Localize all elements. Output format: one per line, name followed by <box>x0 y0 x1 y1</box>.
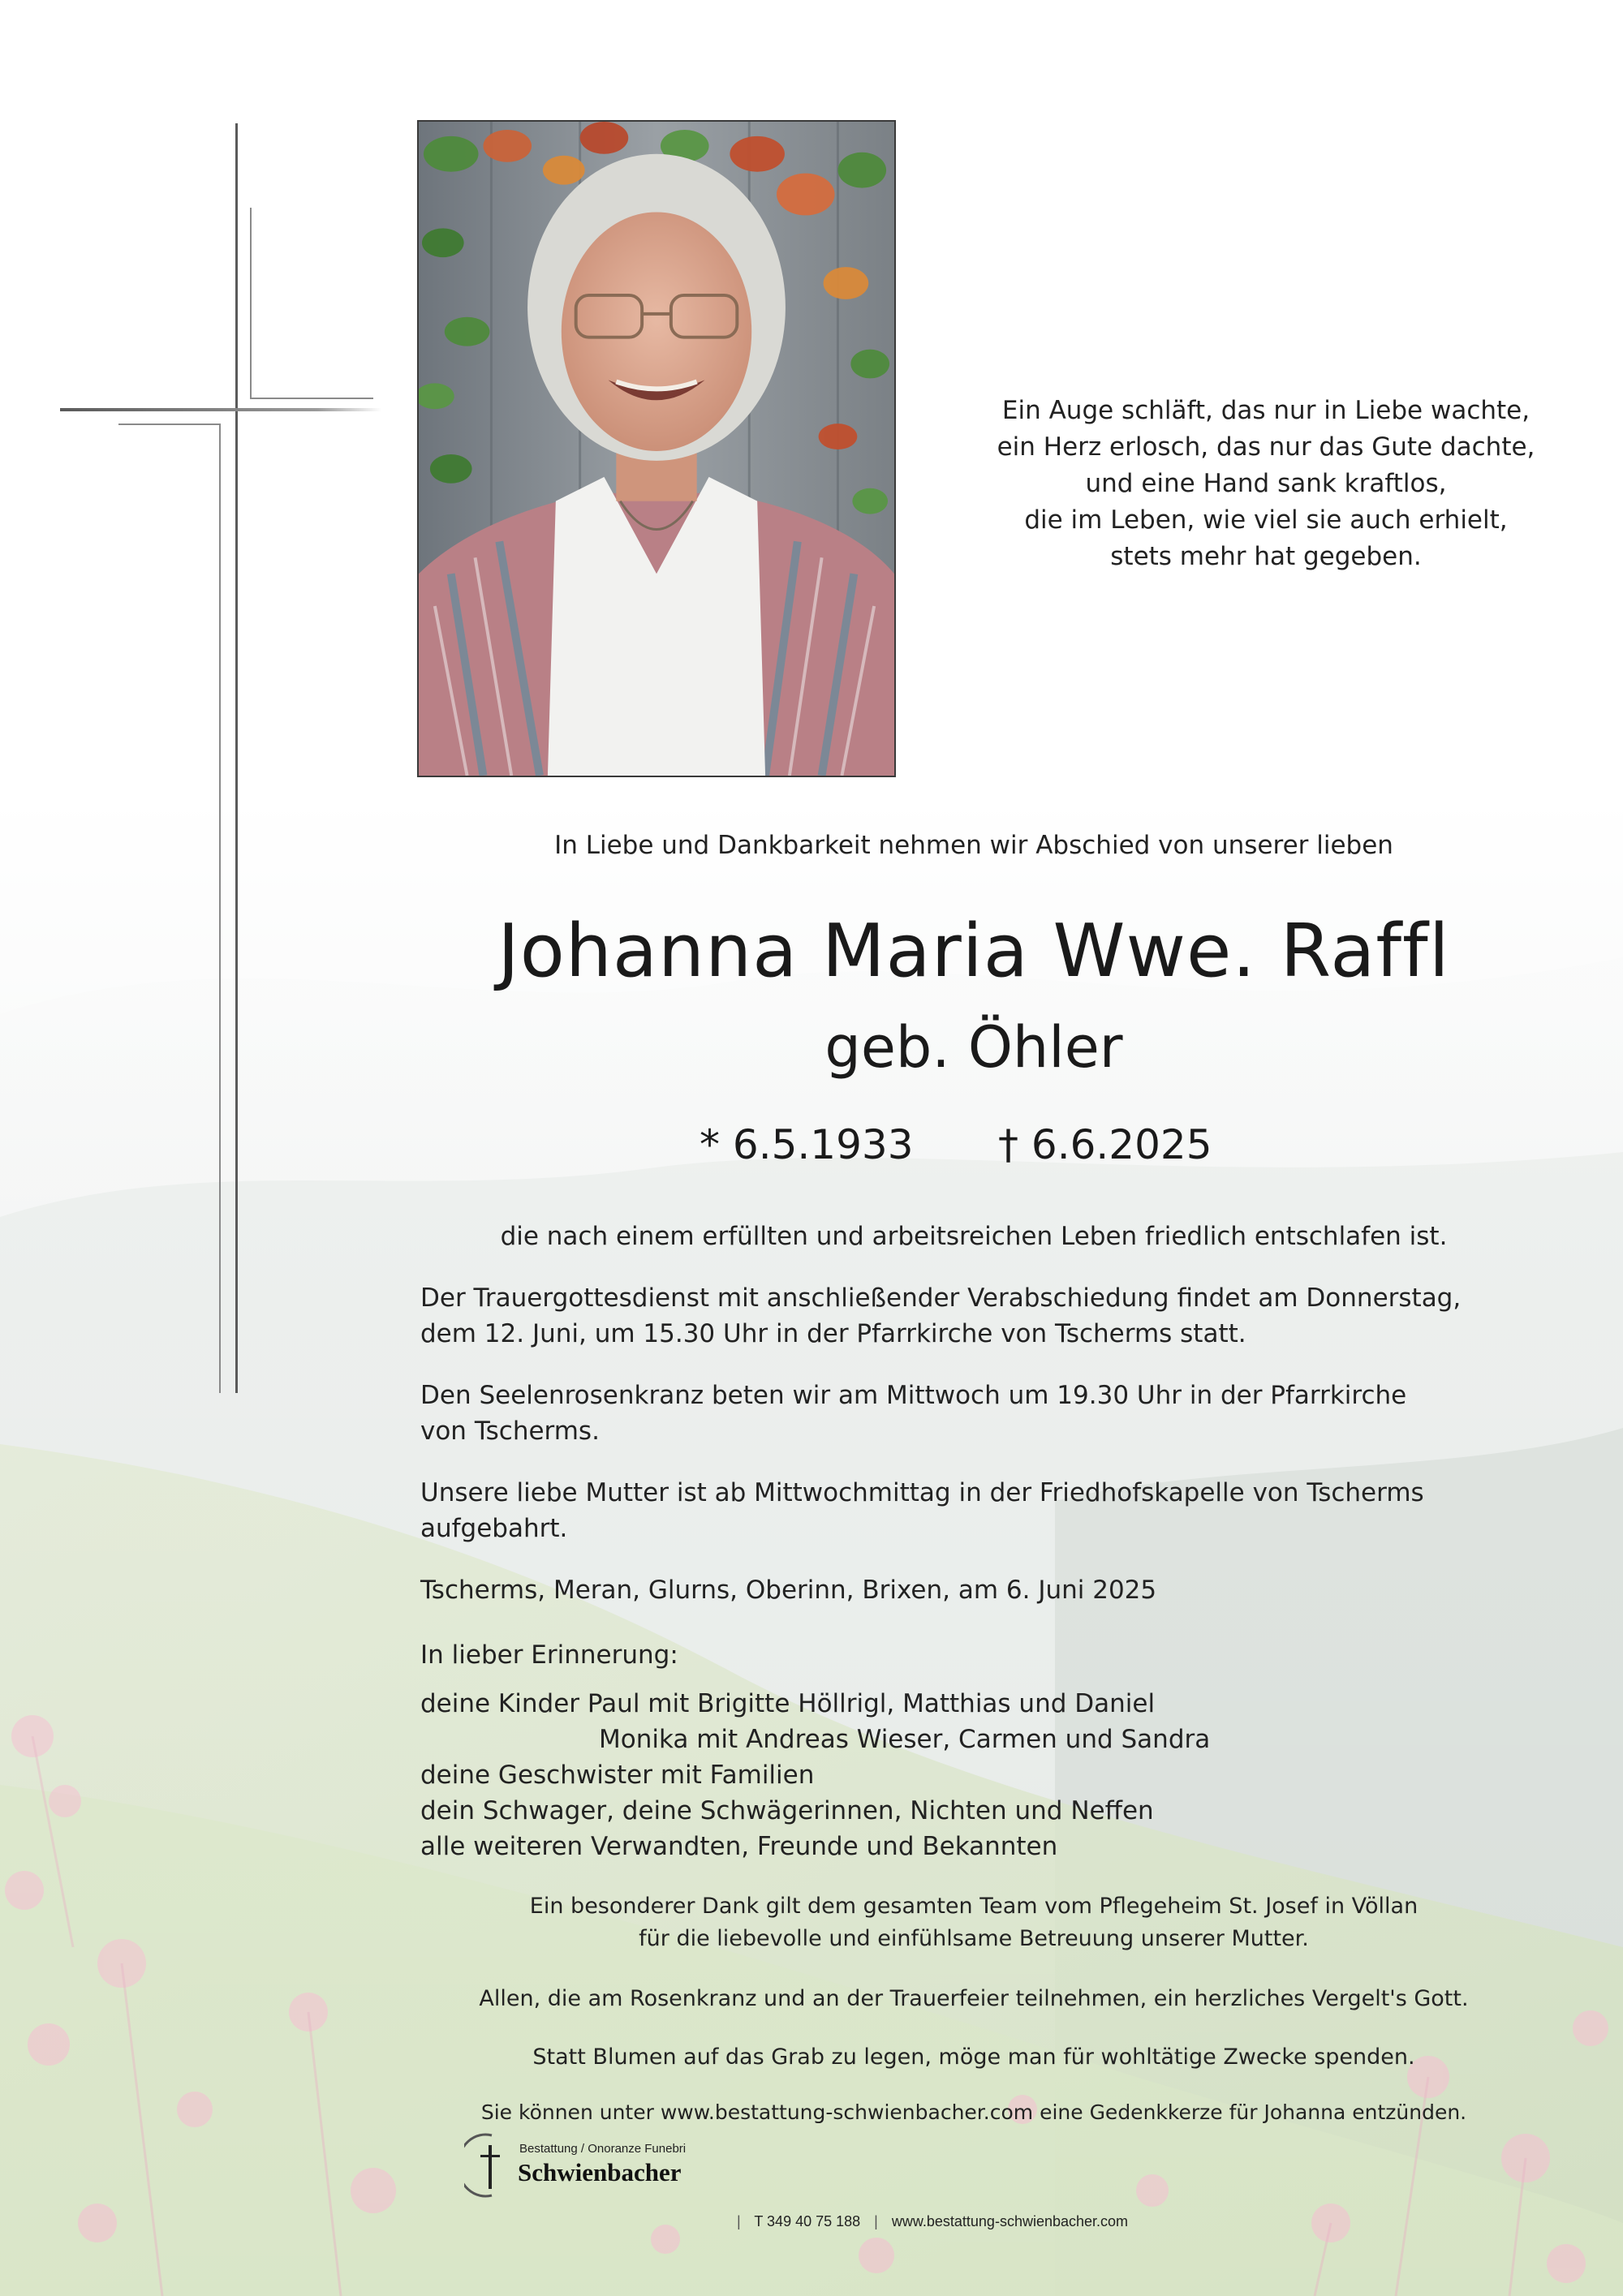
cross-inner-vertical-line <box>219 424 221 1393</box>
birth-name: geb. Öhler <box>824 1014 1123 1081</box>
thanks-line-2: für die liebevolle und einfühlsame Betreuung unserer Mutter. <box>639 1926 1309 1951</box>
gratitude-text: Allen, die am Rosenkranz und an der Trauerfeier teilnehmen, ein herzliches Vergelt's Gott. <box>479 1986 1469 2011</box>
company-tagline: Bestattung / Onoranze Funebri <box>519 2142 687 2156</box>
intro-text: In Liebe und Dankbarkeit nehmen wir Abschied von unserer lieben <box>554 831 1393 860</box>
funeral-home-logo-icon <box>464 2130 518 2200</box>
deceased-name: Johanna Maria Wwe. Raffl <box>497 909 1450 994</box>
memory-heading: In lieber Erinnerung: <box>420 1640 678 1670</box>
service-line-1: Der Trauergottesdienst mit anschließender Verabschiedung findet am Donnerstag, <box>420 1283 1462 1313</box>
poem <box>958 393 1574 575</box>
cross-upper-horizontal-line <box>250 398 373 399</box>
candle-note: Sie können unter www.bestattung-schwienbacher.com eine Gedenkkerze für Johanna entzünden. <box>480 2100 1467 2124</box>
poem-line: und eine Hand sank kraftlos, <box>1085 469 1447 498</box>
poem-line: ein Herz erlosch, das nur das Gute dachte, <box>997 432 1535 462</box>
footer-website-link[interactable]: www.bestattung-schwienbacher.com <box>891 2213 1129 2229</box>
company-name: Schwienbacher <box>518 2158 682 2186</box>
laid-out-line-2: aufgebahrt. <box>420 1514 568 1543</box>
cross-vertical-line <box>235 123 238 1393</box>
cross-upper-vertical-line <box>250 208 252 399</box>
separator: | <box>737 2213 741 2229</box>
mourner-line: deine Kinder Paul mit Brigitte Höllrigl, Matthias und Daniel <box>420 1689 1156 1718</box>
birth-date: * 6.5.1933 <box>700 1121 914 1168</box>
footer-phone: T 349 40 75 188 <box>754 2213 861 2229</box>
laid-out-line-1: Unsere liebe Mutter ist ab Mittwochmittag in der Friedhofskapelle von Tscherms <box>420 1478 1424 1507</box>
mourner-line: dein Schwager, deine Schwägerinnen, Nichten und Neffen <box>420 1796 1154 1825</box>
poem-line: Ein Auge schläft, das nur in Liebe wachte, <box>1001 396 1530 425</box>
mourner-line: Monika mit Andreas Wieser, Carmen und Sandra <box>599 1725 1211 1754</box>
separator: | <box>874 2213 878 2229</box>
passed-text: die nach einem erfüllten und arbeitsreichen Leben friedlich entschlafen ist. <box>500 1222 1448 1251</box>
death-date: † 6.6.2025 <box>998 1121 1212 1168</box>
rosary-line-2: von Tscherms. <box>420 1417 600 1446</box>
mourner-line: deine Geschwister mit Familien <box>420 1761 815 1790</box>
service-line-2: dem 12. Juni, um 15.30 Uhr in der Pfarrkirche von Tscherms statt. <box>420 1319 1246 1348</box>
mourner-line: alle weiteren Verwandten, Freunde und Bekannten <box>420 1832 1058 1861</box>
portrait-photo <box>417 120 896 777</box>
poem-line: die im Leben, wie viel sie auch erhielt, <box>1024 505 1508 535</box>
cross-lower-horizontal-line <box>118 424 221 425</box>
poem-line: stets mehr hat gegeben. <box>1110 542 1422 571</box>
footer-contact <box>727 2213 1128 2230</box>
rosary-line-1: Den Seelenrosenkranz beten wir am Mittwoch um 19.30 Uhr in der Pfarrkirche <box>420 1381 1407 1410</box>
place-date: Tscherms, Meran, Glurns, Oberinn, Brixen, am 6. Juni 2025 <box>420 1576 1157 1605</box>
thanks-line-1: Ein besonderer Dank gilt dem gesamten Team vom Pflegeheim St. Josef in Völlan <box>529 1894 1419 1919</box>
flowers-note: Statt Blumen auf das Grab zu legen, möge man für wohltätige Zwecke spenden. <box>532 2044 1415 2070</box>
cross-horizontal-line <box>60 408 381 411</box>
